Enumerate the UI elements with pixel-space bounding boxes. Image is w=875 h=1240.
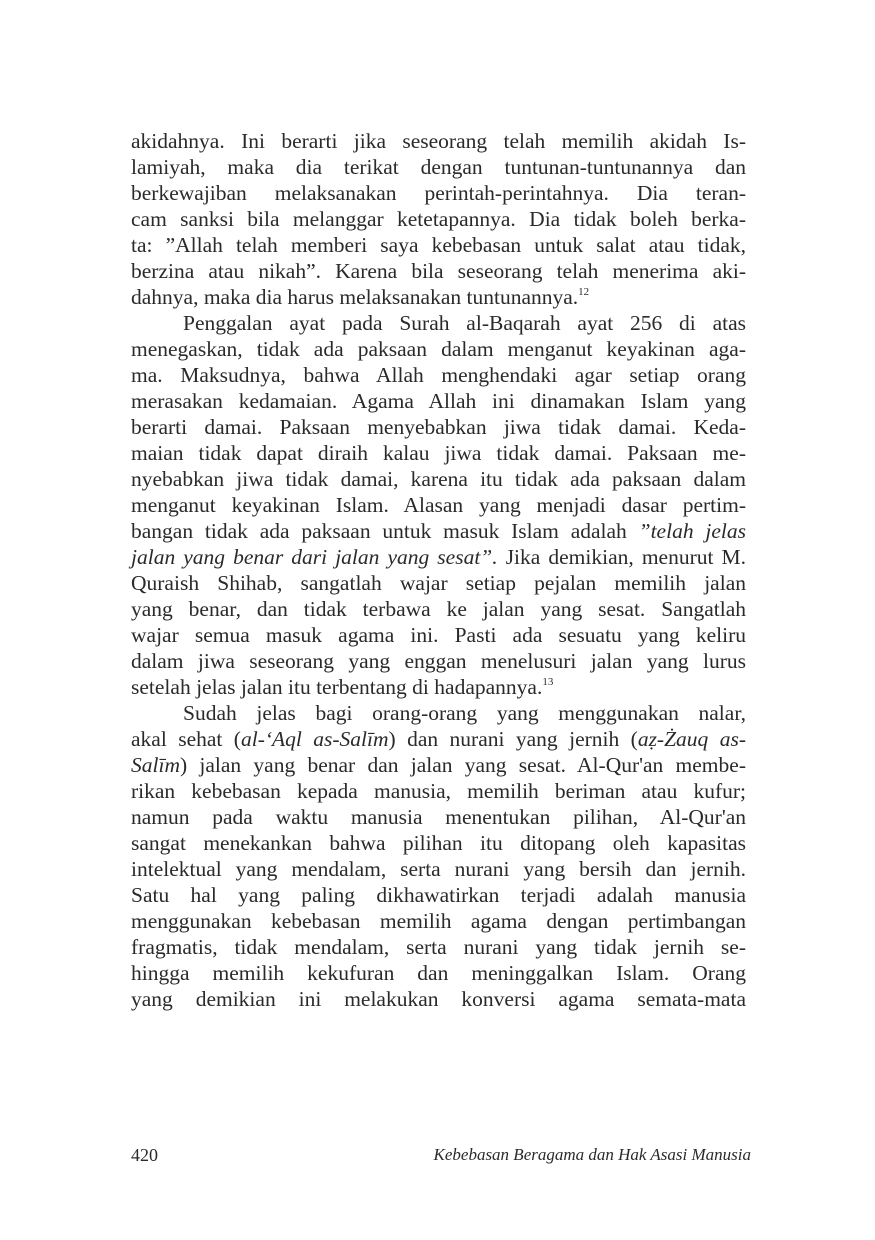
text-line bbox=[131, 154, 746, 180]
text-line bbox=[131, 804, 746, 830]
text-line bbox=[131, 778, 746, 804]
text-run: ) jalan yang benar dan jalan yang sesat. Al-Qur'an membe- bbox=[179, 753, 746, 777]
italic-text: aẓ-Żauq as- bbox=[637, 727, 746, 751]
text-run: ) dan nurani yang jernih ( bbox=[388, 727, 638, 751]
text-line bbox=[131, 596, 746, 622]
text-run: Quraish Shihab, sangatlah wajar setiap pejalan memilih jalan bbox=[131, 571, 746, 595]
text-run: hingga memilih kekufuran dan meninggalkan Islam. Orang bbox=[131, 961, 746, 985]
text-line bbox=[131, 674, 746, 700]
text-run: setelah jelas jalan itu terbentang di hadapannya. bbox=[131, 675, 543, 699]
text-line bbox=[131, 310, 746, 336]
text-line bbox=[131, 206, 746, 232]
text-line bbox=[131, 388, 746, 414]
footnote-ref: 12 bbox=[578, 286, 590, 298]
text-run: yang demikian ini melakukan konversi agama semata-mata bbox=[131, 987, 746, 1011]
text-run: ta: ”Allah telah memberi saya kebebasan untuk salat atau tidak, bbox=[131, 233, 746, 257]
text-line bbox=[131, 908, 746, 934]
body-text bbox=[131, 128, 746, 1012]
text-line bbox=[131, 518, 746, 544]
text-line bbox=[131, 752, 746, 778]
text-line bbox=[131, 544, 746, 570]
text-run: menegaskan, tidak ada paksaan dalam menganut keyakinan aga- bbox=[131, 337, 746, 361]
italic-text: ”telah jelas bbox=[638, 519, 746, 543]
text-run: akidahnya. Ini berarti jika seseorang telah memilih akidah Is- bbox=[131, 129, 746, 153]
page-footer bbox=[131, 1145, 751, 1166]
text-run: akal sehat ( bbox=[131, 727, 241, 751]
text-run: Jika demikian, menurut M. bbox=[497, 545, 747, 569]
text-line bbox=[131, 882, 746, 908]
text-run: nyebabkan jiwa tidak damai, karena itu tidak ada paksaan dalam bbox=[131, 467, 746, 491]
text-line bbox=[131, 830, 746, 856]
text-run: fragmatis, tidak mendalam, serta nurani yang tidak jernih se- bbox=[131, 935, 746, 959]
text-run: Sudah jelas bagi orang-orang yang menggunakan nalar, bbox=[183, 701, 746, 725]
text-run: rikan kebebasan kepada manusia, memilih beriman atau kufur; bbox=[131, 779, 746, 803]
text-line bbox=[131, 284, 746, 310]
text-line bbox=[131, 414, 746, 440]
text-run: dalam jiwa seseorang yang enggan menelusuri jalan yang lurus bbox=[131, 649, 746, 673]
text-line bbox=[131, 466, 746, 492]
text-line bbox=[131, 128, 746, 154]
text-line bbox=[131, 362, 746, 388]
text-line bbox=[131, 700, 746, 726]
text-line bbox=[131, 492, 746, 518]
text-run: maian tidak dapat diraih kalau jiwa tidak damai. Paksaan me- bbox=[131, 441, 746, 465]
text-line bbox=[131, 440, 746, 466]
running-title: Kebebasan Beragama dan Hak Asasi Manusia bbox=[433, 1145, 751, 1164]
page-number: 420 bbox=[131, 1145, 158, 1165]
text-run: lamiyah, maka dia terikat dengan tuntunan-tuntunannya dan bbox=[131, 155, 746, 179]
text-run: berzina atau nikah”. Karena bila seseorang telah menerima aki- bbox=[131, 259, 746, 283]
text-run: dahnya, maka dia harus melaksanakan tuntunannya. bbox=[131, 285, 579, 309]
text-run: Penggalan ayat pada Surah al-Baqarah ayat 256 di atas bbox=[183, 311, 746, 335]
text-line bbox=[131, 336, 746, 362]
text-run: berkewajiban melaksanakan perintah-perintahnya. Dia teran- bbox=[131, 181, 746, 205]
text-run: bangan tidak ada paksaan untuk masuk Islam adalah bbox=[131, 519, 639, 543]
text-line bbox=[131, 232, 746, 258]
text-run: intelektual yang mendalam, serta nurani yang bersih dan jernih. bbox=[131, 857, 746, 881]
text-line bbox=[131, 648, 746, 674]
italic-text: Salīm bbox=[131, 753, 180, 777]
text-line bbox=[131, 960, 746, 986]
text-run: berarti damai. Paksaan menyebabkan jiwa tidak damai. Keda- bbox=[131, 415, 746, 439]
text-line bbox=[131, 258, 746, 284]
text-line bbox=[131, 622, 746, 648]
text-run: menggunakan kebebasan memilih agama dengan pertimbangan bbox=[131, 909, 746, 933]
text-line bbox=[131, 180, 746, 206]
text-run: menganut keyakinan Islam. Alasan yang menjadi dasar pertim- bbox=[131, 493, 746, 517]
text-run: sangat menekankan bahwa pilihan itu ditopang oleh kapasitas bbox=[131, 831, 746, 855]
text-run: yang benar, dan tidak terbawa ke jalan yang sesat. Sangatlah bbox=[131, 597, 746, 621]
text-line bbox=[131, 986, 746, 1012]
text-run: cam sanksi bila melanggar ketetapannya. Dia tidak boleh berka- bbox=[131, 207, 746, 231]
text-run: Satu hal yang paling dikhawatirkan terjadi adalah manusia bbox=[131, 883, 746, 907]
text-run: ma. Maksudnya, bahwa Allah menghendaki agar setiap orang bbox=[131, 363, 746, 387]
footnote-ref: 13 bbox=[542, 676, 554, 688]
text-run: wajar semua masuk agama ini. Pasti ada sesuatu yang keliru bbox=[131, 623, 746, 647]
text-line bbox=[131, 570, 746, 596]
text-run: namun pada waktu manusia menentukan pilihan, Al-Qur'an bbox=[131, 805, 746, 829]
italic-text: al-‘Aql as-Salīm bbox=[240, 727, 389, 751]
italic-text: jalan yang benar dari jalan yang sesat”. bbox=[131, 545, 498, 569]
text-line bbox=[131, 934, 746, 960]
text-line bbox=[131, 726, 746, 752]
text-run: merasakan kedamaian. Agama Allah ini dinamakan Islam yang bbox=[131, 389, 746, 413]
text-line bbox=[131, 856, 746, 882]
